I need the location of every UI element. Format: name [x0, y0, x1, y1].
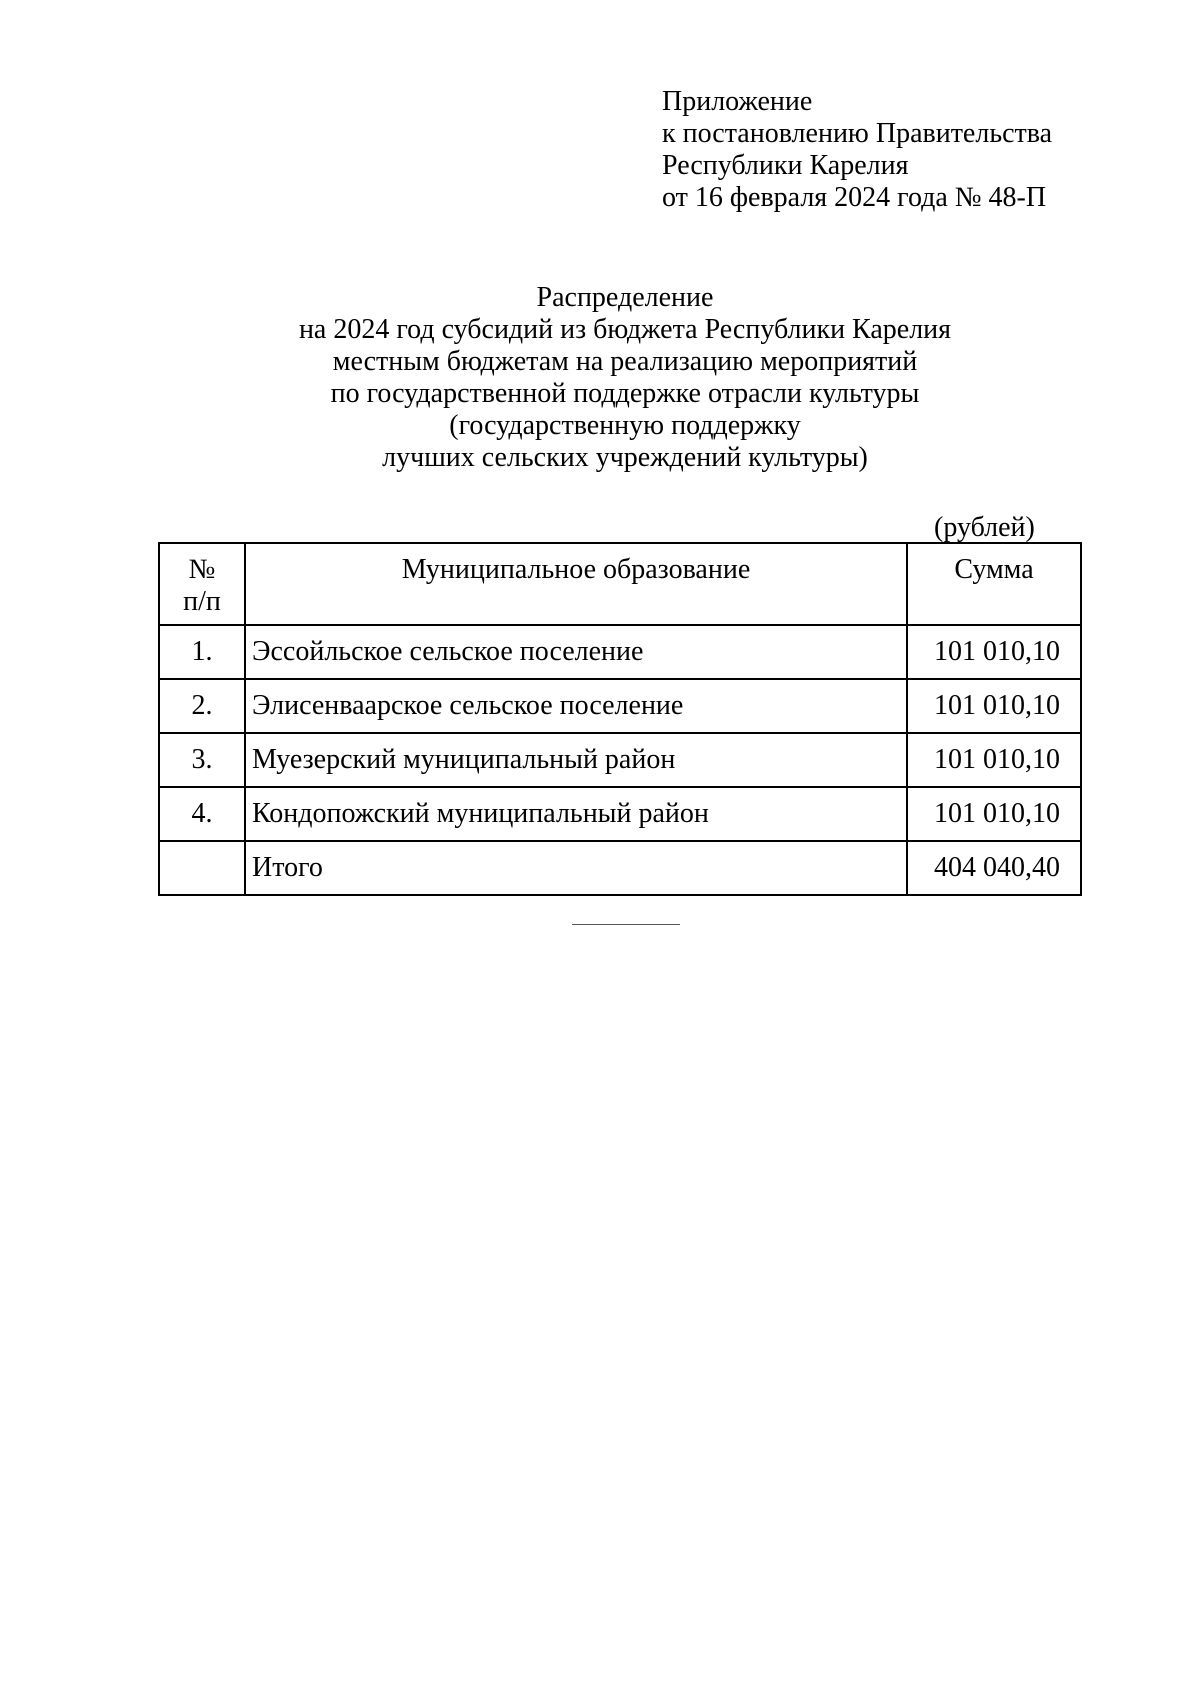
total-sum: 404 040,40 — [907, 841, 1081, 895]
title-line: по государственной поддержке отрасли культуры — [330, 378, 920, 409]
row-sum: 101 010,10 — [907, 787, 1081, 841]
row-municipality: Кондопожский муниципальный район — [245, 787, 907, 841]
row-municipality: Муезерский муниципальный район — [245, 733, 907, 787]
end-divider — [572, 924, 680, 925]
appendix-date-line: от 16 февраля 2024 года № 48-П — [662, 182, 1047, 213]
table-total-row — [159, 841, 1081, 895]
document-title — [160, 282, 1090, 474]
appendix-line: Республики Карелия — [662, 150, 909, 181]
title-line: Распределение — [536, 282, 714, 313]
appendix-line: к постановлению Правительства — [662, 118, 1053, 149]
title-line: местным бюджетам на реализацию мероприятий — [332, 346, 918, 377]
header-sum: Сумма — [907, 543, 1081, 625]
row-num: 3. — [159, 733, 245, 787]
table-row — [159, 625, 1081, 679]
header-num — [159, 543, 245, 625]
header-num-line: п/п — [183, 586, 221, 617]
header-num-line: № — [188, 554, 216, 585]
units-label: (рублей) — [934, 512, 1035, 543]
row-sum: 101 010,10 — [907, 679, 1081, 733]
table-row — [159, 787, 1081, 841]
row-sum: 101 010,10 — [907, 625, 1081, 679]
header-municipality: Муниципальное образование — [245, 543, 907, 625]
row-municipality: Эссойльское сельское поселение — [245, 625, 907, 679]
title-line: лучших сельских учреждений культуры) — [382, 442, 868, 473]
appendix-block — [662, 86, 1052, 214]
table-row — [159, 733, 1081, 787]
row-num: 1. — [159, 625, 245, 679]
row-num: 2. — [159, 679, 245, 733]
total-num — [159, 841, 245, 895]
table-row — [159, 679, 1081, 733]
title-line: (государственную поддержку — [449, 410, 801, 441]
title-line: на 2024 год субсидий из бюджета Республики Карелия — [298, 314, 952, 345]
row-num: 4. — [159, 787, 245, 841]
row-sum: 101 010,10 — [907, 733, 1081, 787]
total-label: Итого — [245, 841, 907, 895]
appendix-line: Приложение — [662, 86, 813, 117]
subsidy-table — [158, 542, 1082, 896]
row-municipality: Элисенваарское сельское поселение — [245, 679, 907, 733]
table-header-row — [159, 543, 1081, 625]
